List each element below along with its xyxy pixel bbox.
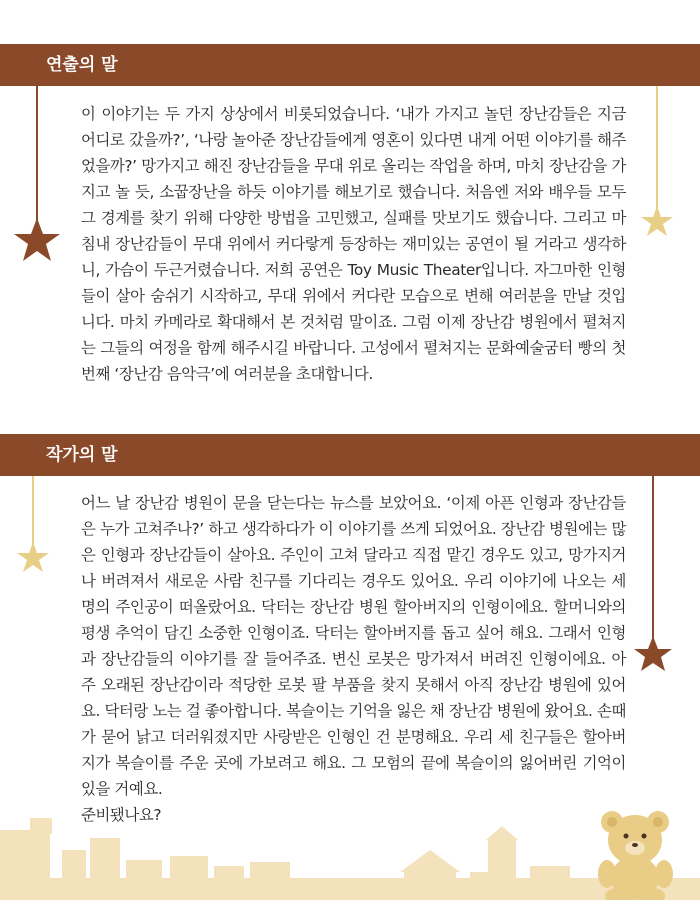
hanging-star-icon [14,476,54,576]
section-header-director [0,44,700,86]
hanging-star-icon [10,86,64,266]
section-header-writer [0,434,700,476]
teddy-bear-icon [596,808,676,900]
director-note-text: 이 이야기는 두 가지 상상에서 비롯되었습니다. ‘내가 가지고 놀던 장난감들은 지금 어디로 갔을까?’, ‘나랑 놀아준 장난감들에게 영혼이 있다면 내게 어떤 이야기를 해주었을까?’ 망가지고 해진 장난감들을 무대 위로 올리는 작업을 하며, 마치 장난감을 가지고 놀 듯, 소꿉장난을 하듯 이야기를 해보기로 했습니다. 처음엔 저와 배우들 모두 그 경계를 찾기 위해 다양한 방법을 고민했고, 실패를 맛보기도 했습니다. 그리고 마침내 장난감들이 무대 위에서 커다랗게 등장하는 재미있는 공연이 될 거라고 생각하니, 가슴이 두근거렸습니다. 저희 공연은 Toy Music Theater입니다. 자그마한 인형들이 살아 숨쉬기 시작하고, 무대 위에서 커다란 모습으로 변해 여러분을 만날 것입니다. 마치 카메라로 확대해서 본 것처럼 말이죠. 그럼 이제 장난감 병원에서 펼쳐지는 그들의 여정을 함께 해주시길 바랍니다. 고성에서 펼쳐지는 문화예술굼터 빵의 첫 번째 ‘장난감 음악극’에 여러분을 초대합니다. [81,105,626,383]
section-title: 작가의 말 [46,445,118,465]
writer-note-text: 어느 날 장난감 병원이 문을 닫는다는 뉴스를 보았어요. ‘이제 아픈 인형과 장난감들은 누가 고쳐주나?’ 하고 생각하다가 이 이야기를 쓰게 되었어요. 장난감 병원에는 많은 인형과 장난감들이 살아요. 주인이 고쳐 달라고 직접 맡긴 경우도 있고, 망가지거나 버려져서 새로운 사람 친구를 기다리는 경우도 있어요. 우리 이야기에 나오는 세 명의 주인공이 떠올랐어요. 닥터는 장난감 병원 할아버지의 인형이에요. 할머니와의 평생 추억이 담긴 소중한 인형이죠. 닥터는 할아버지를 돕고 싶어 해요. 그래서 인형과 장난감들의 이야기를 잘 들어주죠. 변신 로봇은 망가져서 버려진 인형이에요. 아주 오래된 장난감이라 적당한 로봇 팔 부품을 찾지 못해서 아직 장난감 병원에 있어요. 닥터랑 노는 걸 좋아합니다. 복슬이는 기억을 잃은 채 장난감 병원에 왔어요. 손때가 묻어 낡고 더러워졌지만 사랑받은 인형인 건 분명해요. 우리 세 친구들은 할아버지가 복슬이를 주운 곳에 가보려고 해요. 그 모험의 끝에 복슬이의 잃어버린 기억이 있을 거예요. 준비됐나요? [81,494,626,824]
hanging-star-icon [632,476,676,671]
town-skyline [0,780,700,900]
hanging-star-icon [638,86,678,241]
section-title: 연출의 말 [46,55,118,75]
